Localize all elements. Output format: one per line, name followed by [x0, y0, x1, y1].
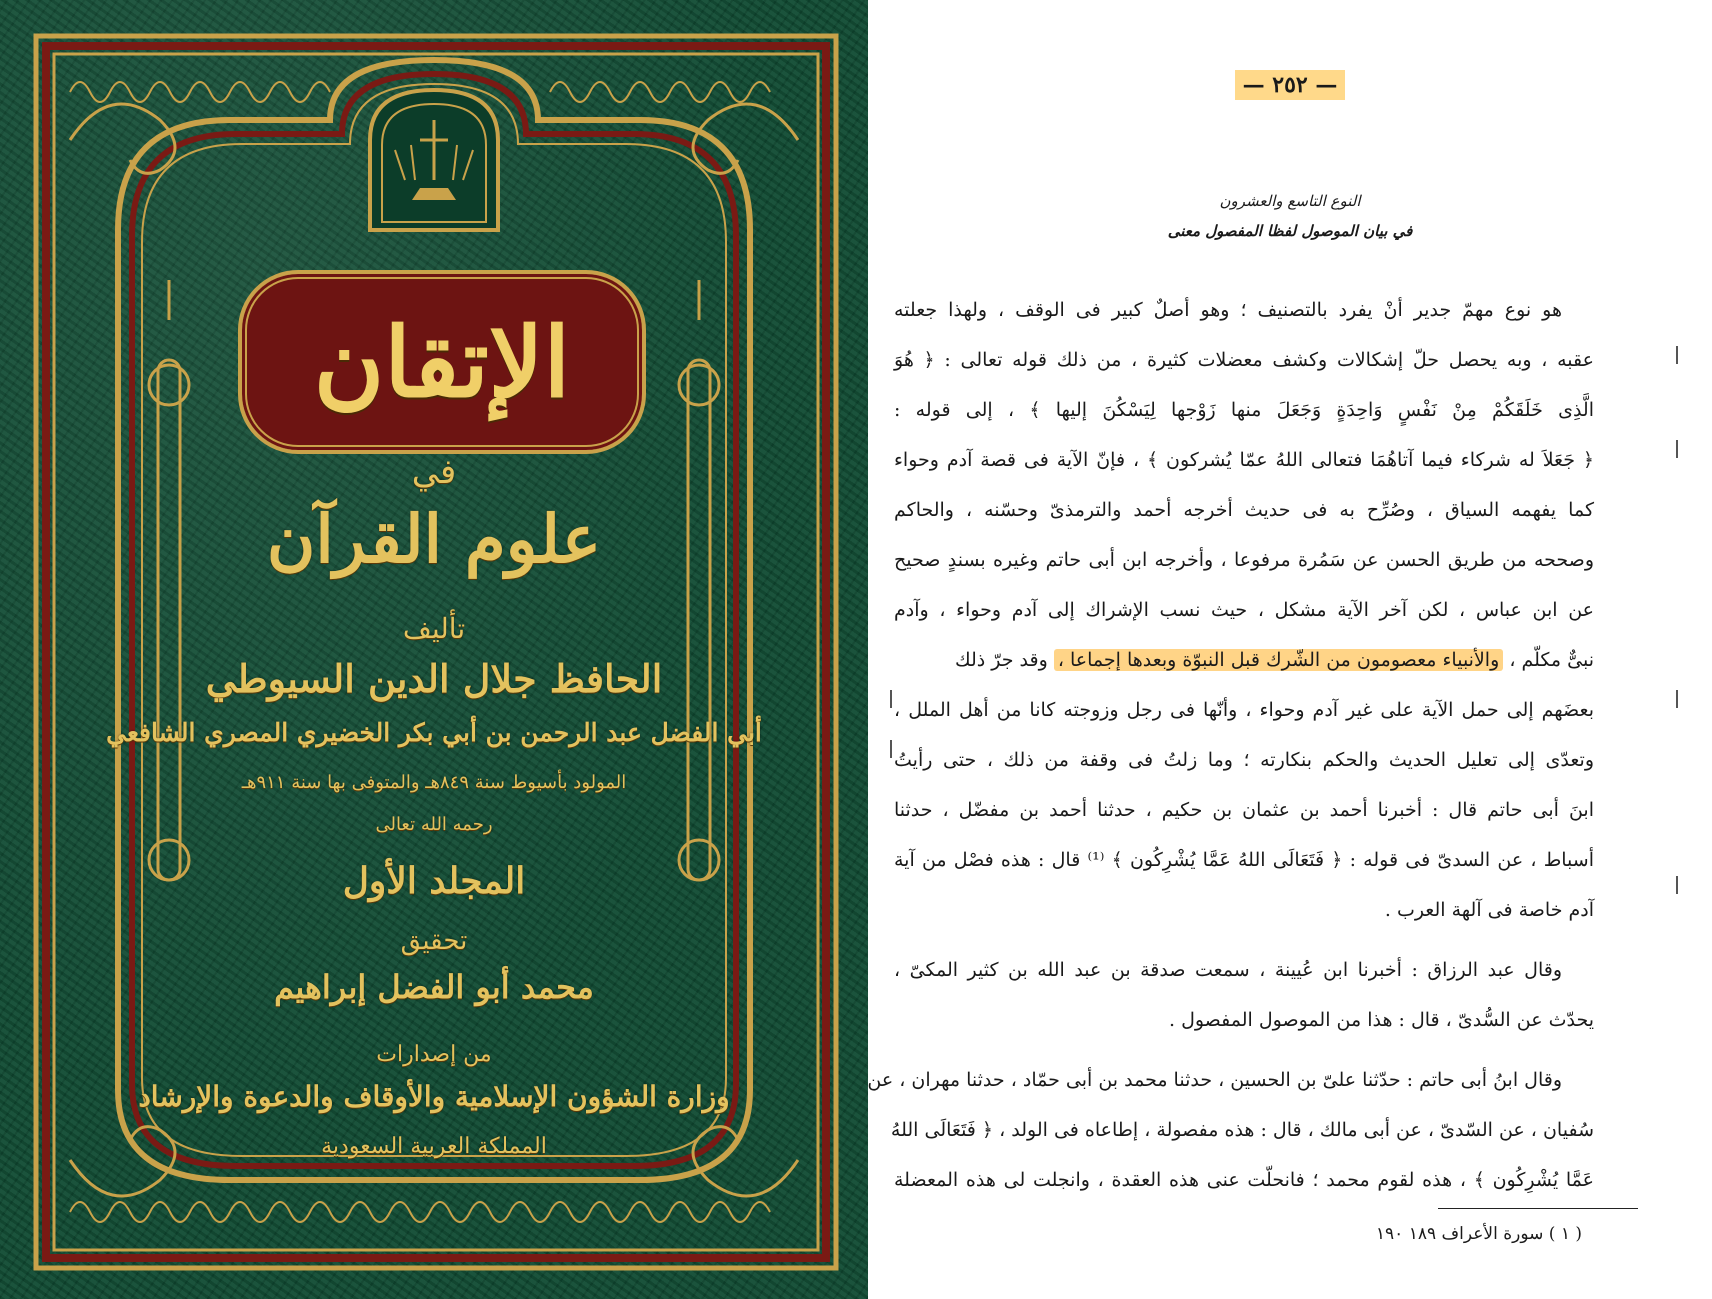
scan-mark [1676, 346, 1678, 364]
scan-mark [1676, 440, 1678, 458]
text-line: وقال عبد الرزاق : أخبرنا ابن عُيينة ، سمعت صدقة بن عبد الله بن كثير المكىّ ، [894, 959, 1562, 981]
text-line: وقال ابنُ أبى حاتم : حدّثنا علىّ بن الحسين ، حدثنا محمد بن أبى حمّاد ، حدثنا مهران ، عن [867, 1069, 1562, 1091]
scan-mark [1676, 690, 1678, 708]
text-fragment: وقد جرّ ذلك [954, 649, 1048, 671]
scan-mark [890, 740, 892, 758]
text-line: عقبه ، وبه يحصل حلّ إشكالات وكشف معضلات كثيرة ، من ذلك قوله تعالى : ﴿ هُوَ [894, 349, 1594, 371]
cover-title: الإتقان [313, 305, 571, 419]
cover-author-full: أبي الفضل عبد الرحمن بن أبي بكر الخضيري المصري الشافعي [106, 718, 762, 747]
text-line: وصححه من طريق الحسن عن سَمُرة مرفوعا ، وأخرجه ابن أبى حاتم وغيره بسندٍ صحيح [894, 549, 1594, 571]
text-line: هو نوع مهمّ جدير أنْ يفرد بالتصنيف ؛ وهو أصلٌ كبير فى الوقف ، ولهذا جعلته [894, 299, 1562, 321]
text-line: كما يفهمه السياق ، وصُرِّح به فى حديث أخرجه أحمد والترمذىّ وحسّنه ، والحاكم [894, 499, 1594, 521]
text-line: عَمَّا يُشْرِكُون ﴾ ، هذه لقوم محمد ؛ فانحلّت عنى هذه العقدة ، وانجلت لى هذه المعضلة [894, 1169, 1594, 1191]
text-line: وتعدّى إلى تعليل الحديث والحكم بنكارته ؛ وما زلتُ فى وقفة من ذلك ، حتى رأيتُ [894, 749, 1594, 771]
text-line: الَّذِى خَلَقَكُمْ مِنْ نَفْسٍ وَاحِدَةٍ وَجَعَلَ منها زَوْجها لِيَسْكُنَ إليها ﴾ ، إلى قوله : [894, 399, 1594, 421]
cover-taleef: تأليف [402, 612, 466, 645]
cover-rahimahu: رحمه الله تعالى [375, 814, 493, 835]
text-line: أسباط ، عن السدىّ فى قوله : ﴿ فَتَعَالَى اللهُ عَمَّا يُشْرِكُون ﴾ ⁽¹⁾ قال : هذه فصْل من آية [894, 849, 1594, 871]
cover-publisher: وزارة الشؤون الإسلامية والأوقاف والدعوة والإرشاد [138, 1080, 730, 1113]
cover-dates: المولود بأسيوط سنة ٨٤٩هـ والمتوفى بها سنة ٩١١هـ [241, 772, 627, 793]
page-number-wrap [868, 72, 1712, 98]
book-page [868, 0, 1712, 1299]
text-line: ابنَ أبى حاتم قال : أخبرنا أحمد بن عثمان بن حكيم ، حدثنا أحمد بن مفضّل ، حدثنا [894, 799, 1594, 821]
text-line: يحدّث عن السُّدىّ ، قال : هذا من الموصول المفصول . [1168, 1009, 1594, 1031]
cover-author: الحافظ جلال الدين السيوطي [205, 656, 663, 701]
highlighted-text: والأنبياء معصومون من الشّرك قبل النبوّة وبعدها إجماعا ، [1054, 649, 1503, 671]
footnote-divider [1438, 1208, 1638, 1209]
scan-mark [1676, 876, 1678, 894]
text-line: بعضَهم إلى حمل الآية على غير آدم وحواء ، وأنّها فى رجل وزوجته كانا من أهل الملل ، [894, 699, 1594, 721]
cover-country: المملكة العربية السعودية [321, 1134, 547, 1159]
text-line: آدم خاصة فى آلهة العرب . [1384, 899, 1594, 921]
scan-mark [890, 690, 892, 708]
cover-fi: في [411, 452, 457, 492]
ministry-emblem-icon [370, 90, 498, 230]
cover-volume: المجلد الأول [342, 860, 526, 902]
text-line: عن ابن عباس ، لكن آخر الآية مشكل ، حيث نسب الإشراك إلى آدم وحواء ، وآدم [894, 599, 1594, 621]
chapter-subheading: في بيان الموصول لفظا المفصول معنى [1167, 222, 1413, 240]
chapter-heading: النوع التاسع والعشرون [1219, 192, 1361, 210]
page-number: — ٢٥٢ — [1235, 70, 1346, 100]
text-line: ﴿ جَعَلاَ له شركاء فيما آتاهُمَا فتعالى اللهُ عمّا يُشركون ﴾ ، فإنّ الآية فى قصة آدم وحواء [894, 449, 1594, 471]
cover-min-isdarat: من إصدارات [376, 1042, 492, 1067]
cover-editor: محمد أبو الفضل إبراهيم [274, 968, 594, 1006]
text-line: سُفيان ، عن السّدىّ ، عن أبى مالك ، قال : هذه مفصولة ، إطاعاه فى الولد ، ﴿ فَتَعَالَى اللهُ [890, 1119, 1594, 1141]
footnote: ( ١ ) سورة الأعراف ١٨٩ ١٩٠ [1375, 1224, 1582, 1244]
cover-title-box [238, 270, 646, 454]
text-line-highlighted [894, 646, 1594, 674]
cover-tahqeeq: تحقيق [400, 926, 468, 956]
text-fragment: نبىٌّ مكلّم ، [1509, 649, 1594, 671]
cover-subtitle: علوم القرآن [266, 500, 602, 578]
